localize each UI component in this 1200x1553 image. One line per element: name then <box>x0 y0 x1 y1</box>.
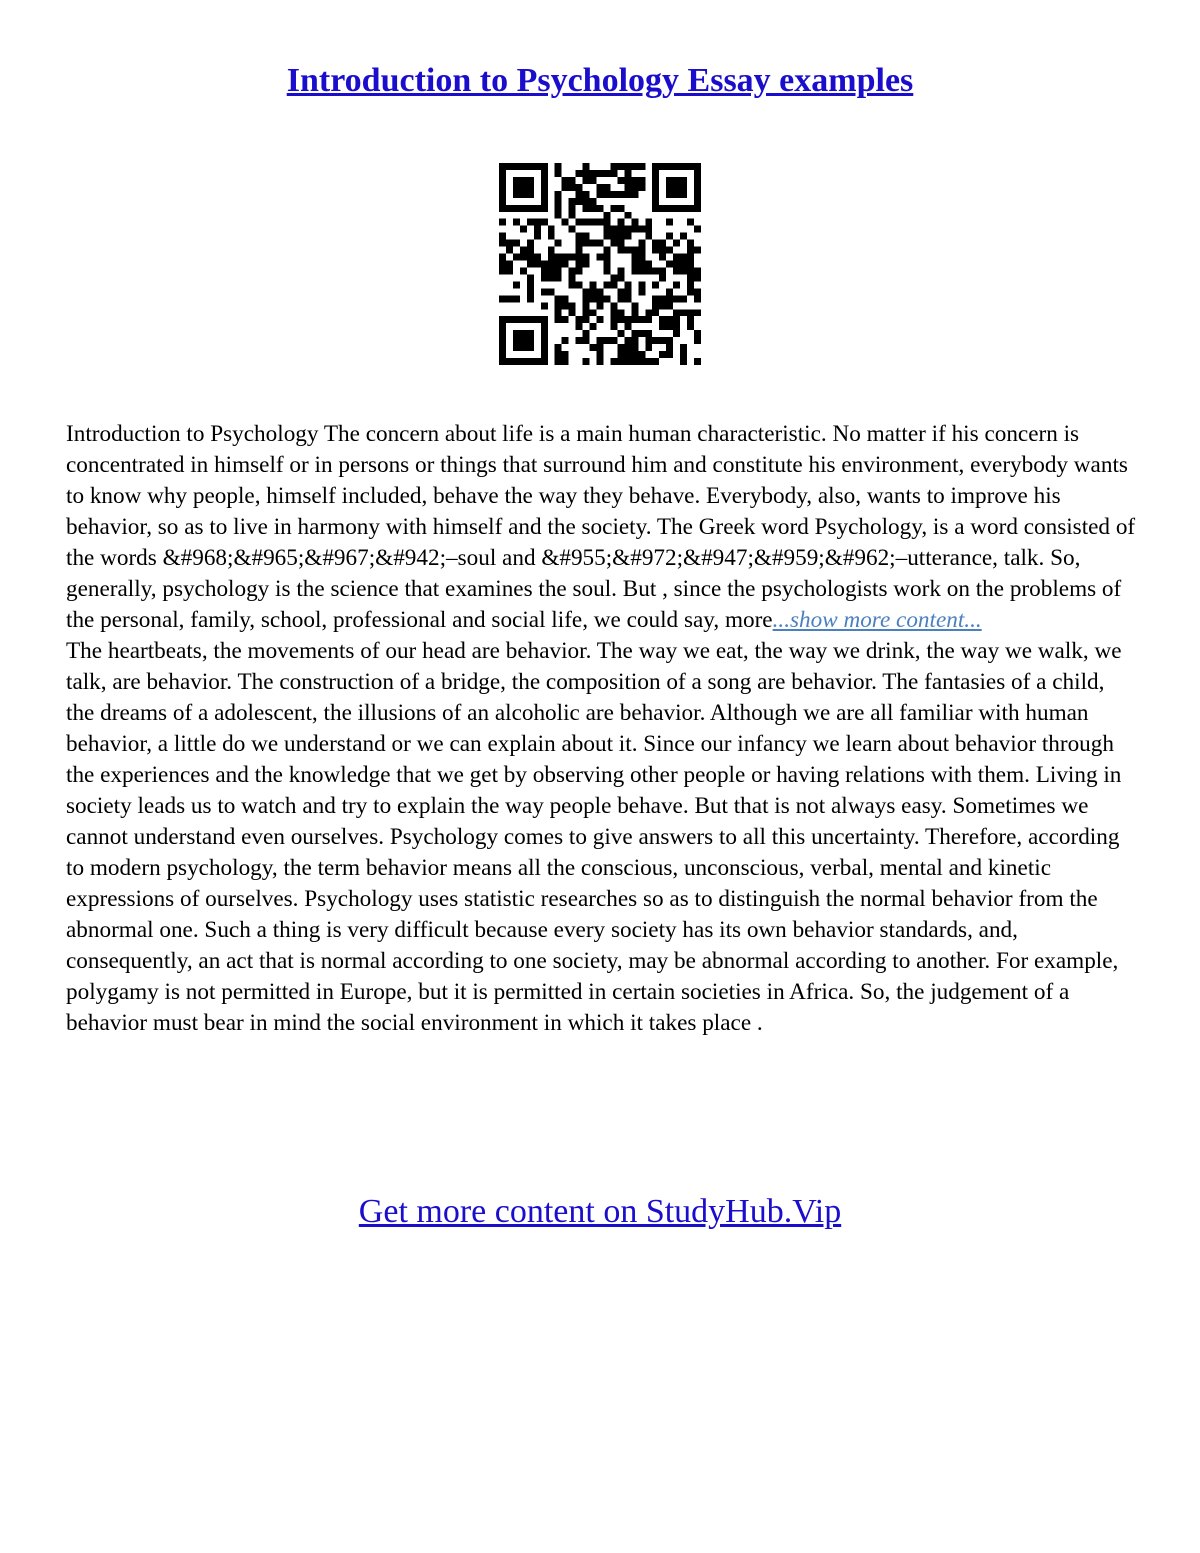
paragraph-text: Introduction to Psychology The concern about life is a main human characteristic. No matter if his concern is concentrated in himself or in persons or things that surround him and constitute his environment, everybody wants to know why people, himself included, behave the way they behave. Everybody, also, wants to improve his behavior, so as to live in harmony with himself and the society. The Greek word Psychology, is a word consisted of the words &#968;&#965;&#967;&#942;–soul and &#955;&#972;&#947;&#959;&#962;–utterance, talk. So, generally, psychology is the science that examines the soul. But , since the psychologists work on the problems of the personal, family, school, professional and social life, we could say, more <box>66 421 1136 633</box>
studyhub-link[interactable]: Get more content on StudyHub.Vip <box>358 1193 842 1230</box>
show-more-link[interactable]: ...show more content... <box>772 607 982 633</box>
essay-paragraph: The heartbeats, the movements of our head are behavior. The way we eat, the way we drink, the way we walk, we talk, are behavior. The construction of a bridge, the composition of a song are behavior. The fantasies of a child, the dreams of a adolescent, the illusions of an alcoholic are behavior. Although we are all familiar with human behavior, a little do we understand or we can explain about it. Since our infancy we learn about behavior through the experiences and the knowledge that we get by observing other people or having relations with them. Living in society leads us to watch and try to explain the way people behave. But that is not always easy. Sometimes we cannot understand even ourselves. Psychology comes to give answers to all this uncertainty. Therefore, according to modern psychology, the term behavior means all the conscious, unconscious, verbal, mental and kinetic expressions of ourselves. Psychology uses statistic researches so as to distinguish the normal behavior from the abnormal one. Such a thing is very difficult because every society has its own behavior standards, and, consequently, an act that is normal according to one society, may be abnormal according to another. For example, polygamy is not permitted in Europe, but it is permitted in certain societies in Africa. So, the judgement of a behavior must bear in mind the social environment in which it takes place . <box>66 638 1122 1036</box>
essay-paragraph <box>66 419 1136 636</box>
footer <box>0 1193 1200 1231</box>
essay-body <box>66 419 1136 1039</box>
qr-code-icon <box>499 163 701 365</box>
title-link[interactable]: Introduction to Psychology Essay examples <box>286 62 914 99</box>
page-title <box>0 62 1200 100</box>
